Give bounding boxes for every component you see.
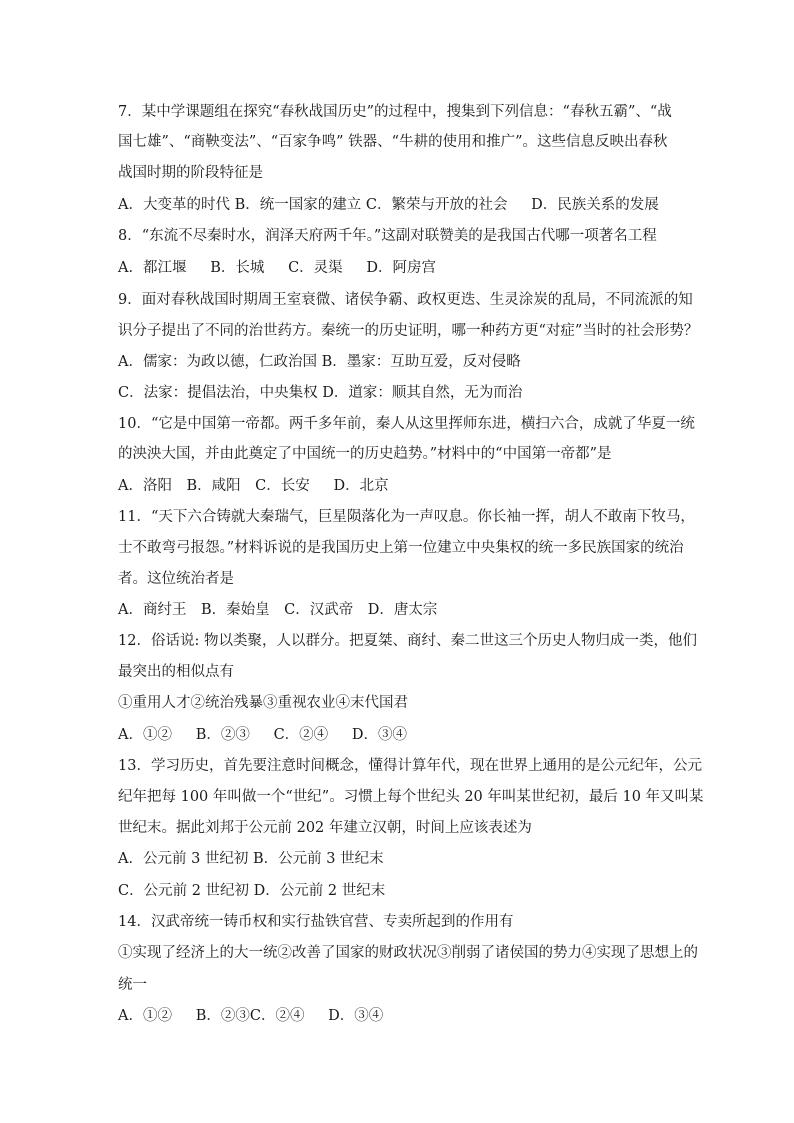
q8-line-1: 8．“东流不尽秦时水，润泽天府两千年。”这副对联赞美的是我国古代哪一项著名工程 [118,228,657,244]
q8-options: A．都江堰 B．长城 C．灵渠 D．阿房宫 [118,260,437,276]
q7-line-2: 国七雄”、“商鞅变法”、“百家争鸣” 铁器、“牛耕的使用和推广”。这些信息反映出春秋 [118,134,668,150]
q12-statements: ①重用人才②统治残暴③重视农业④末代国君 [118,695,408,711]
q11-line-3: 者。这位统治者是 [118,571,234,587]
q12-options: A．①② B．②③ C．②④ D．③④ [118,727,408,743]
q10-options: A．洛阳 B．咸阳 C．长安 D．北京 [118,478,389,494]
q14-statements-cont: 统一 [118,977,147,993]
q11-options: A．商纣王 B．秦始皇 C．汉武帝 D．唐太宗 [118,602,438,618]
q13-line-2: 纪年把每 100 年叫做一个“世纪”。习惯上每个世纪头 20 年叫某世纪初，最后 10 年又叫某 [118,789,704,805]
q14-options: A．①② B．②③C．②④ D．③④ [118,1008,384,1024]
q9-line-2: 识分子提出了不同的治世药方。秦统一的历史证明，哪一种药方更“对症”当时的社会形势？ [118,323,699,339]
q11-line-2: 士不敢弯弓报怨。”材料诉说的是我国历史上第一位建立中央集权的统一多民族国家的统治 [118,540,684,556]
q13-options-cd: C．公元前 2 世纪初 D．公元前 2 世纪末 [118,883,386,899]
q7-line-3: 战国时期的阶段特征是 [118,165,263,181]
q10-line-2: 的泱泱大国，并由此奠定了中国统一的历史趋势。”材料中的“中国第一帝都”是 [118,446,612,462]
q13-options-ab: A．公元前 3 世纪初 B．公元前 3 世纪末 [118,851,384,867]
q12-line-2: 最突出的相似点有 [118,664,234,680]
q14-line-1: 14．汉武帝统一铸币权和实行盐铁官营、专卖所起到的作用有 [118,914,514,930]
q9-options-cd: C．法家：提倡法治，中央集权 D．道家：顺其自然，无为而治 [118,385,523,401]
q10-line-1: 10．“它是中国第一帝都。两千多年前，秦人从这里挥师东进，横扫六合，成就了华夏一统 [118,416,695,432]
q13-line-1: 13．学习历史，首先要注意时间概念，懂得计算年代，现在世界上通用的是公元纪年，公元 [118,758,702,774]
q11-line-1: 11．“天下六合铸就大秦瑞气，巨星陨落化为一声叹息。你长袖一挥，胡人不敢南下牧马， [118,509,695,525]
q7-options: A．大变革的时代 B．统一国家的建立 C．繁荣与开放的社会 D．民族关系的发展 [118,197,659,213]
q14-statements: ①实现了经济上的大一统②改善了国家的财政状况③削弱了诸侯国的势力④实现了思想上的 [118,945,698,961]
q9-options-ab: A．儒家：为政以德，仁政治国 B．墨家：互助互爱，反对侵略 [118,354,521,370]
q12-line-1: 12．俗话说: 物以类聚，人以群分。把夏桀、商纣、秦二世这三个历史人物归成一类，他们 [118,633,697,649]
q9-line-1: 9．面对春秋战国时期周王室衰微、诸侯争霸、政权更迭、生灵涂炭的乱局，不同流派的知 [118,292,693,308]
q7-line-1: 7．某中学课题组在探究“春秋战国历史”的过程中，搜集到下列信息：“春秋五霸”、“战 [118,104,672,120]
q13-line-3: 世纪末。据此刘邦于公元前 202 年建立汉朝，时间上应该表述为 [118,820,532,836]
